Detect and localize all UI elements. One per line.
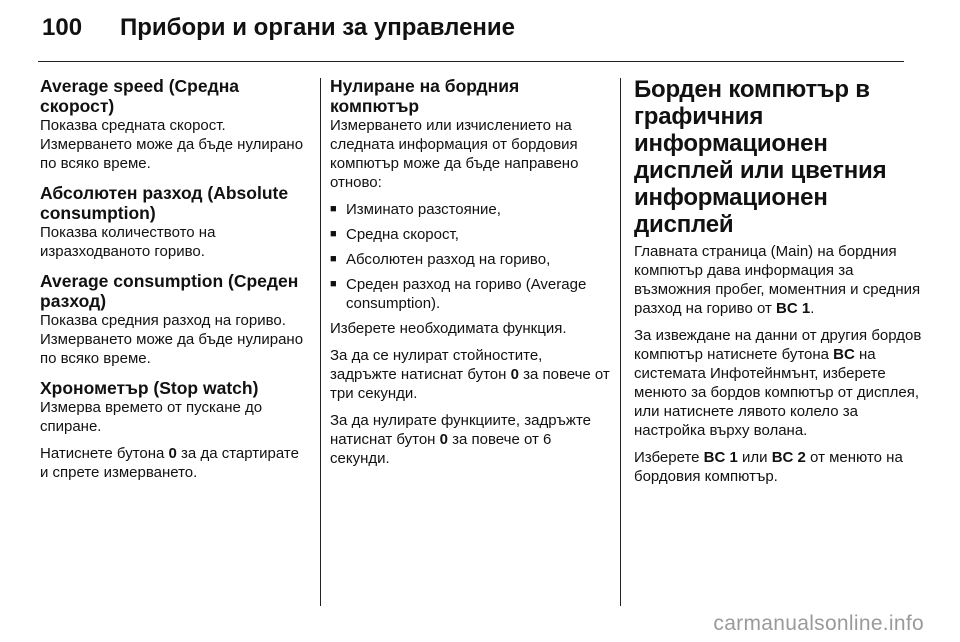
column-3 bbox=[634, 76, 924, 494]
header-rule bbox=[38, 61, 904, 62]
list-item: ■ Изминато разстояние, bbox=[330, 200, 610, 219]
list-item: ■ Среден разход на гориво (Average consumption). bbox=[330, 275, 610, 313]
section-heading: Average consumption (Среден разход) bbox=[40, 271, 299, 311]
select-function-text: Изберете необходимата функция. bbox=[330, 320, 567, 337]
list-item: ■ Абсолютен разход на гориво, bbox=[330, 250, 610, 269]
section-heading: Борден компютър в графичния информационен дисплей или цветния информационен дисплей bbox=[634, 76, 887, 238]
page-header bbox=[42, 14, 515, 54]
main-page-text: Главната страница (Main) на бордния компютър дава информация за възможния пробег, моментния и средния разход на гориво от BC 1. bbox=[634, 243, 921, 317]
reset-functions-text: За да нулирате функциите, задръжте натиснат бутон 0 за повече от 6 секунди. bbox=[330, 412, 591, 467]
column-2 bbox=[330, 76, 610, 476]
section-average-speed bbox=[40, 76, 310, 173]
data-retrieval-text: За извеждане на данни от другия бордов компютър натиснете бутона BC на системата Инфотейнмънт, изберете менюто за бордов компютър от дисплея, или натиснете лявото колело за настройка върху волана. bbox=[634, 327, 922, 439]
reset-list bbox=[330, 200, 610, 313]
reset-values-text: За да се нулират стойностите, задръжте натиснат бутон 0 за повече от три секунди. bbox=[330, 347, 610, 402]
section-heading: Хронометър (Stop watch) bbox=[40, 378, 259, 398]
stopwatch-instruction: Натиснете бутона 0 за да стартирате и спрете измерването. bbox=[40, 445, 299, 481]
list-item: ■ Средна скорост, bbox=[330, 225, 610, 244]
section-heading: Average speed (Средна скорост) bbox=[40, 76, 240, 116]
section-text: Показва средната скорост. Измерването може да бъде нулирано по всяко време. bbox=[40, 117, 304, 172]
section-heading: Абсолютен разход (Absolute consumption) bbox=[40, 183, 289, 223]
column-divider bbox=[320, 78, 321, 606]
reset-intro: Измерването или изчислението на следната информация от бордовия компютър може да бъде направено отново: bbox=[330, 117, 579, 191]
column-1 bbox=[40, 76, 310, 492]
page-title: Прибори и органи за управление bbox=[120, 14, 516, 41]
section-text: Показва средния разход на гориво. Измерването може да бъде нулирано по всяко време. bbox=[40, 312, 304, 367]
column-divider bbox=[620, 78, 621, 606]
section-text: Показва количеството на изразходваното гориво. bbox=[40, 224, 216, 260]
section-text: Измерва времето от пускане до спиране. bbox=[40, 399, 263, 435]
section-heading: Нулиране на бордния компютър bbox=[330, 76, 520, 116]
page-number: 100 bbox=[42, 14, 83, 41]
section-absolute-consumption bbox=[40, 183, 310, 261]
section-average-consumption bbox=[40, 271, 310, 368]
select-bc-text: Изберете BC 1 или BC 2 от менюто на бордовия компютър. bbox=[634, 449, 903, 485]
section-stop-watch bbox=[40, 378, 310, 482]
watermark: carmanualsonline.info bbox=[713, 612, 924, 635]
